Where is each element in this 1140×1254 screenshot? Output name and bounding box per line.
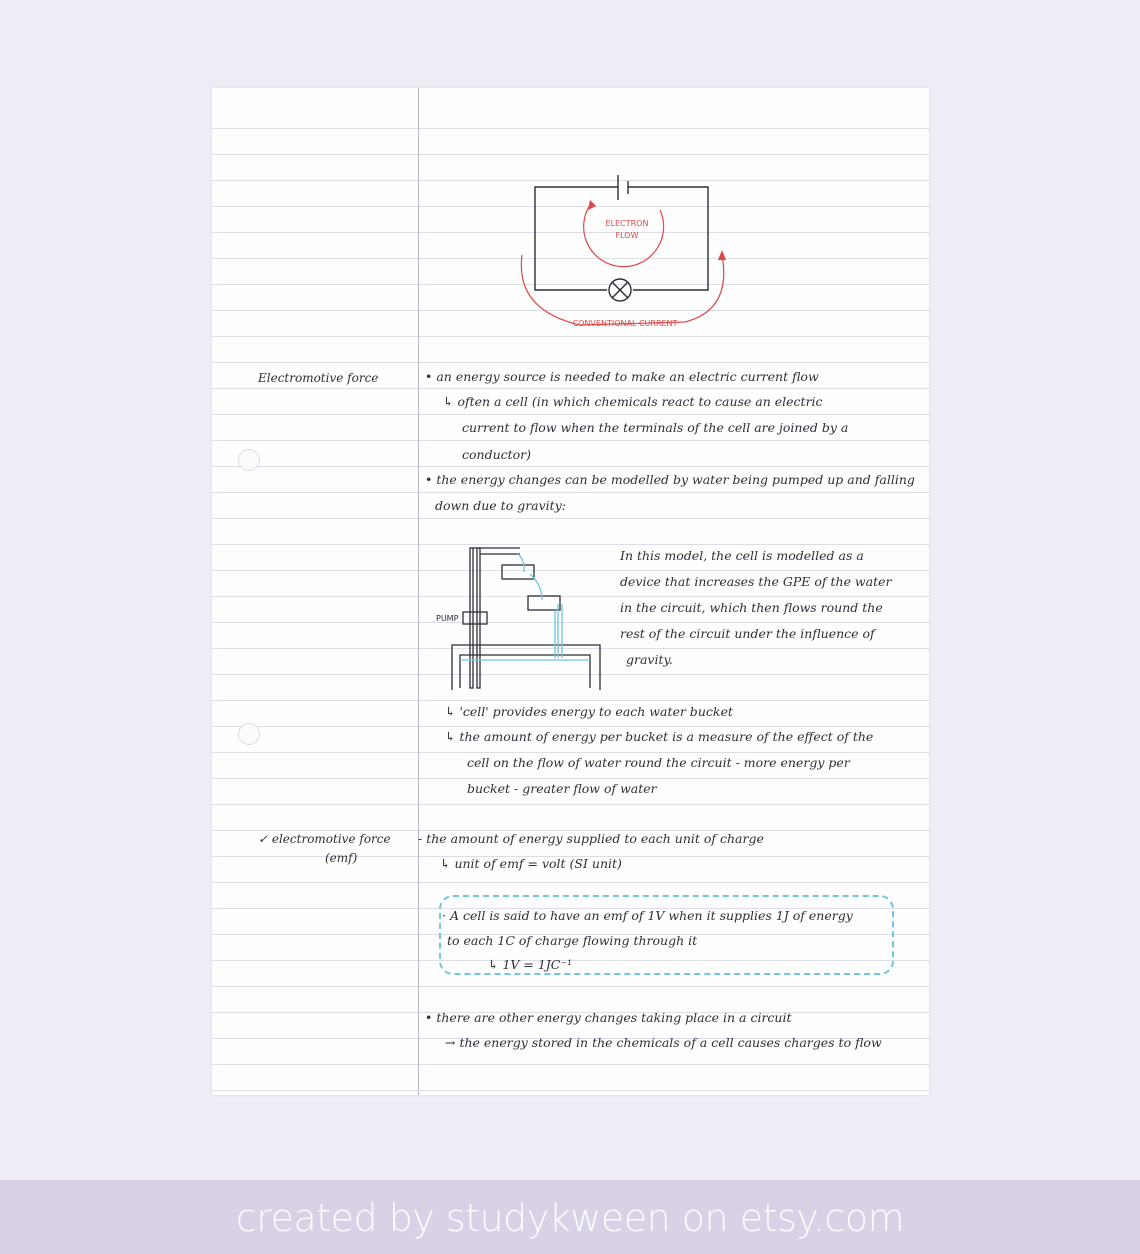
box-line: to each 1C of charge flowing through it bbox=[447, 933, 698, 948]
note-line: current to flow when the terminals of the cell are joined by a bbox=[462, 420, 849, 435]
note-line: down due to gravity: bbox=[435, 498, 566, 513]
bucket-note-line: cell on the flow of water round the circuit - more energy per bbox=[467, 755, 850, 770]
box-line: · A cell is said to have an emf of 1V when it supplies 1J of energy bbox=[442, 908, 853, 923]
model-text-line: device that increases the GPE of the water bbox=[620, 574, 892, 589]
note-line: ↳ often a cell (in which chemicals react to cause an electric bbox=[443, 394, 823, 409]
model-text-line: gravity. bbox=[626, 652, 673, 667]
pump-label: PUMP bbox=[436, 614, 459, 623]
bucket-note-line: ↳ 'cell' provides energy to each water bucket bbox=[445, 704, 733, 719]
banner-text: created by studykween on etsy.com bbox=[235, 1196, 905, 1240]
conventional-current-label: CONVENTIONAL CURRENT bbox=[572, 319, 678, 328]
label-emf-definition: ✓ electromotive force bbox=[258, 832, 391, 846]
water-model-diagram bbox=[430, 540, 610, 695]
label-electromotive-force: Electromotive force bbox=[258, 371, 379, 385]
note-line: • an energy source is needed to make an electric current flow bbox=[425, 369, 819, 384]
electron-flow-label-2: FLOW bbox=[615, 231, 639, 240]
electron-flow-label-1: ELECTRON bbox=[605, 219, 649, 228]
model-text-line: In this model, the cell is modelled as a bbox=[620, 548, 864, 563]
note-line: • the energy changes can be modelled by water being pumped up and falling bbox=[425, 472, 915, 487]
bucket-note-line: ↳ the amount of energy per bucket is a measure of the effect of the bbox=[445, 729, 874, 744]
model-text-line: rest of the circuit under the influence of bbox=[620, 626, 875, 641]
note-line: conductor) bbox=[462, 447, 532, 462]
model-text-line: in the circuit, which then flows round the bbox=[620, 600, 883, 615]
punch-hole bbox=[238, 723, 260, 745]
definition-line: - the amount of energy supplied to each unit of charge bbox=[418, 831, 764, 846]
watermark-banner bbox=[0, 1180, 1140, 1254]
margin-line bbox=[418, 88, 419, 1095]
punch-hole bbox=[238, 449, 260, 471]
final-note-line: → the energy stored in the chemicals of a cell causes charges to flow bbox=[445, 1035, 882, 1050]
box-line: ↳ 1V = 1JC⁻¹ bbox=[488, 957, 572, 972]
final-note-line: • there are other energy changes taking place in a circuit bbox=[425, 1010, 792, 1025]
bucket-note-line: bucket - greater flow of water bbox=[467, 781, 657, 796]
definition-line: ↳ unit of emf = volt (SI unit) bbox=[440, 856, 622, 871]
label-emf-abbrev: (emf) bbox=[325, 851, 358, 865]
circuit-diagram bbox=[510, 170, 740, 335]
